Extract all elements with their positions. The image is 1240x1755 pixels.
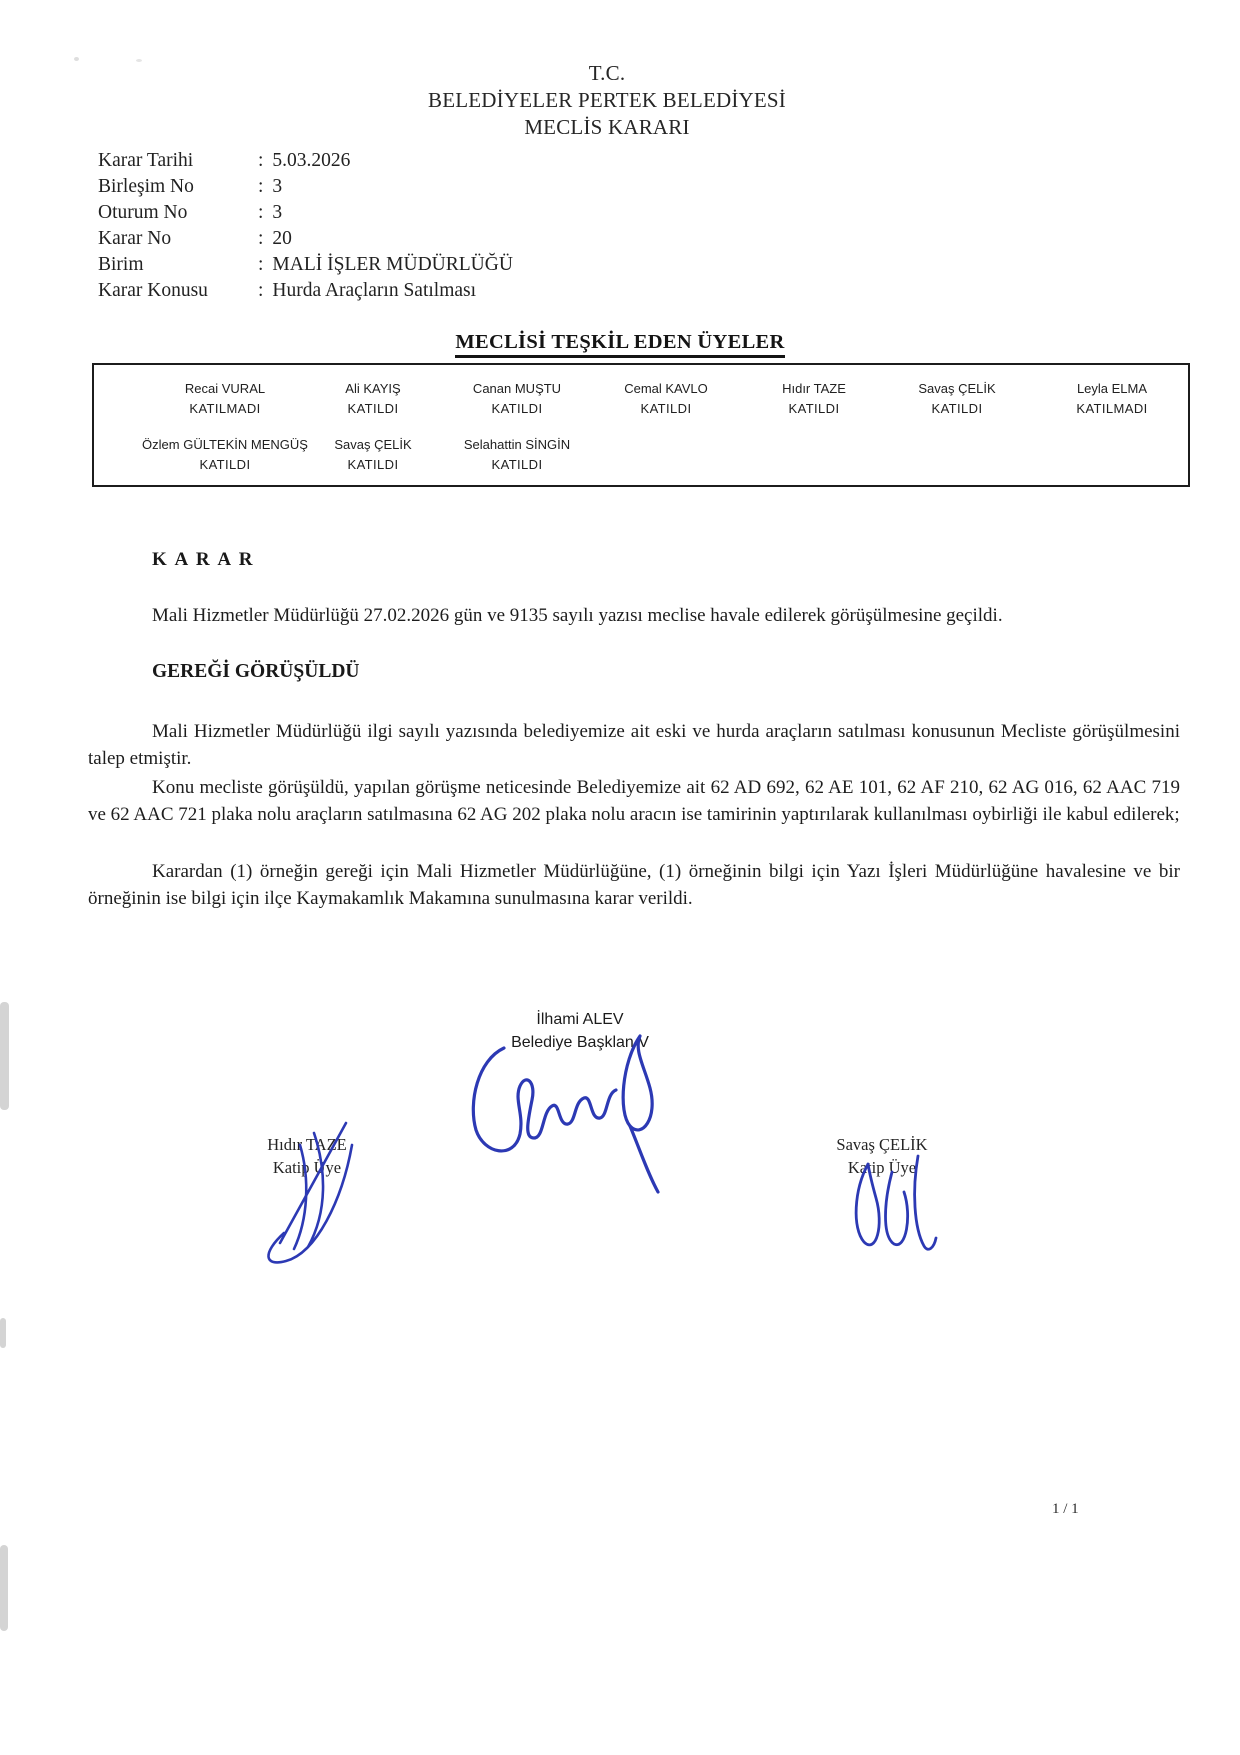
member-cell: [624, 379, 708, 419]
decision-paragraph-2: Konu mecliste görüşüldü, yapılan görüşme neticesinde Belediyemize ait 62 AD 692, 62 AE 101, 62 AF 210, 62 AG 016, 62 AAC 719 ve 62 AAC 721 plaka nolu araçların satılmasına 62 AG 202 plaka nolu aracın ise tamirinin yaptırılarak kullanılması oybirliği ile kabul edilerek;: [88, 777, 1180, 825]
members-attendance-table: [92, 363, 1190, 487]
meta-row-birlesim-no: [98, 174, 513, 200]
member-cell: [782, 379, 846, 419]
meta-row-karar-konusu: [98, 278, 513, 304]
member-cell: [142, 435, 308, 475]
scan-artifact: [0, 1318, 6, 1348]
member-status: KATILMADI: [189, 401, 261, 416]
member-status: KATILMADI: [1076, 401, 1148, 416]
meta-value: 5.03.2026: [272, 150, 351, 171]
member-cell: [345, 379, 400, 419]
meta-separator: :: [258, 228, 264, 249]
signature-block-right-clerk: [822, 1133, 942, 1179]
meta-value: 3: [272, 176, 283, 197]
header-doc-type-line: MECLİS KARARI: [524, 115, 690, 139]
member-name: Leyla ELMA: [1076, 381, 1148, 396]
signature-name: İlhami ALEV: [536, 1011, 624, 1028]
member-status: KATILDI: [491, 401, 543, 416]
scan-artifact: [0, 1545, 8, 1631]
member-status: KATILDI: [347, 401, 399, 416]
signature-name: Hıdır TAZE: [267, 1135, 347, 1154]
meta-value: 3: [272, 202, 283, 223]
decision-body: [88, 548, 1180, 912]
meta-separator: :: [258, 176, 264, 197]
decision-meta: [98, 148, 513, 304]
page-indicator: 1 / 1: [1052, 1501, 1079, 1517]
member-name: Recai VURAL: [184, 381, 266, 396]
meta-separator: :: [258, 280, 264, 301]
karar-heading: K A R A R: [152, 549, 255, 570]
meta-separator: :: [258, 150, 264, 171]
meta-row-karar-tarihi: [98, 148, 513, 174]
member-cell: [185, 379, 265, 419]
member-status: KATILDI: [199, 457, 251, 472]
decision-paragraph-3: Karardan (1) örneğin gereği için Mali Hizmetler Müdürlüğüne, (1) örneğinin bilgi için Yazı İşleri Müdürlüğüne havalesine ve bir örneğinin ise bilgi için ilçe Kaymakamlık Makamına sunulmasına karar verildi.: [88, 861, 1180, 909]
meta-label: Karar No: [98, 228, 172, 249]
meta-value: MALİ İŞLER MÜDÜRLÜĞÜ: [272, 254, 513, 275]
decision-intro-paragraph: Mali Hizmetler Müdürlüğü 27.02.2026 gün ve 9135 sayılı yazısı meclise havale edilerek görüşülmesine geçildi.: [152, 605, 1003, 626]
member-cell: [1076, 379, 1147, 419]
member-name: Cemal KAVLO: [624, 381, 708, 396]
meta-row-karar-no: [98, 226, 513, 252]
signature-title: Belediye Başklan V: [511, 1034, 649, 1051]
member-status: KATILDI: [788, 401, 840, 416]
member-name: Savaş ÇELİK: [334, 437, 412, 452]
member-name: Selahattin SİNGİN: [463, 437, 571, 452]
meta-value: 20: [272, 228, 292, 249]
signature-title: Katip Üye: [847, 1158, 917, 1177]
meta-label: Oturum No: [98, 202, 188, 223]
document-header: [0, 60, 1214, 141]
meta-label: Karar Tarihi: [98, 150, 194, 171]
member-status: KATILDI: [491, 457, 543, 472]
member-cell: [473, 379, 561, 419]
member-cell: [918, 379, 995, 419]
member-status: KATILDI: [640, 401, 692, 416]
member-status: KATILDI: [931, 401, 983, 416]
header-municipality-line: BELEDİYELER PERTEK BELEDİYESİ: [428, 88, 786, 112]
members-section-title: MECLİSİ TEŞKİL EDEN ÜYELER: [0, 331, 1240, 358]
member-cell: [464, 435, 570, 475]
decision-paragraph-1: Mali Hizmetler Müdürlüğü ilgi sayılı yazısında belediyemize ait eski ve hurda araçların satılması konusunun Mecliste görüşülmesini talep etmiştir.: [88, 721, 1180, 769]
meta-label: Birleşim No: [98, 176, 194, 197]
header-state-line: T.C.: [588, 61, 626, 85]
member-cell: [334, 435, 411, 475]
scan-artifact: [0, 1002, 9, 1110]
member-name: Ali KAYIŞ: [345, 381, 401, 396]
signature-title: Katip Üye: [272, 1158, 342, 1177]
meta-row-birim: [98, 252, 513, 278]
signature-block-left-clerk: [247, 1133, 367, 1179]
meta-separator: :: [258, 254, 264, 275]
geregi-heading: GEREĞİ GÖRÜŞÜLDÜ: [152, 661, 360, 682]
meta-label: Karar Konusu: [98, 280, 208, 301]
meta-row-oturum-no: [98, 200, 513, 226]
signature-block-mayor: [450, 1008, 710, 1054]
meta-value: Hurda Araçların Satılması: [272, 280, 477, 301]
signature-name: Savaş ÇELİK: [836, 1135, 928, 1154]
member-name: Hıdır TAZE: [782, 381, 846, 396]
meta-separator: :: [258, 202, 264, 223]
member-name: Savaş ÇELİK: [918, 381, 996, 396]
member-name: Özlem GÜLTEKİN MENGÜŞ: [142, 437, 308, 452]
member-status: KATILDI: [347, 457, 399, 472]
member-name: Canan MUŞTU: [472, 381, 562, 396]
meta-label: Birim: [98, 254, 144, 275]
